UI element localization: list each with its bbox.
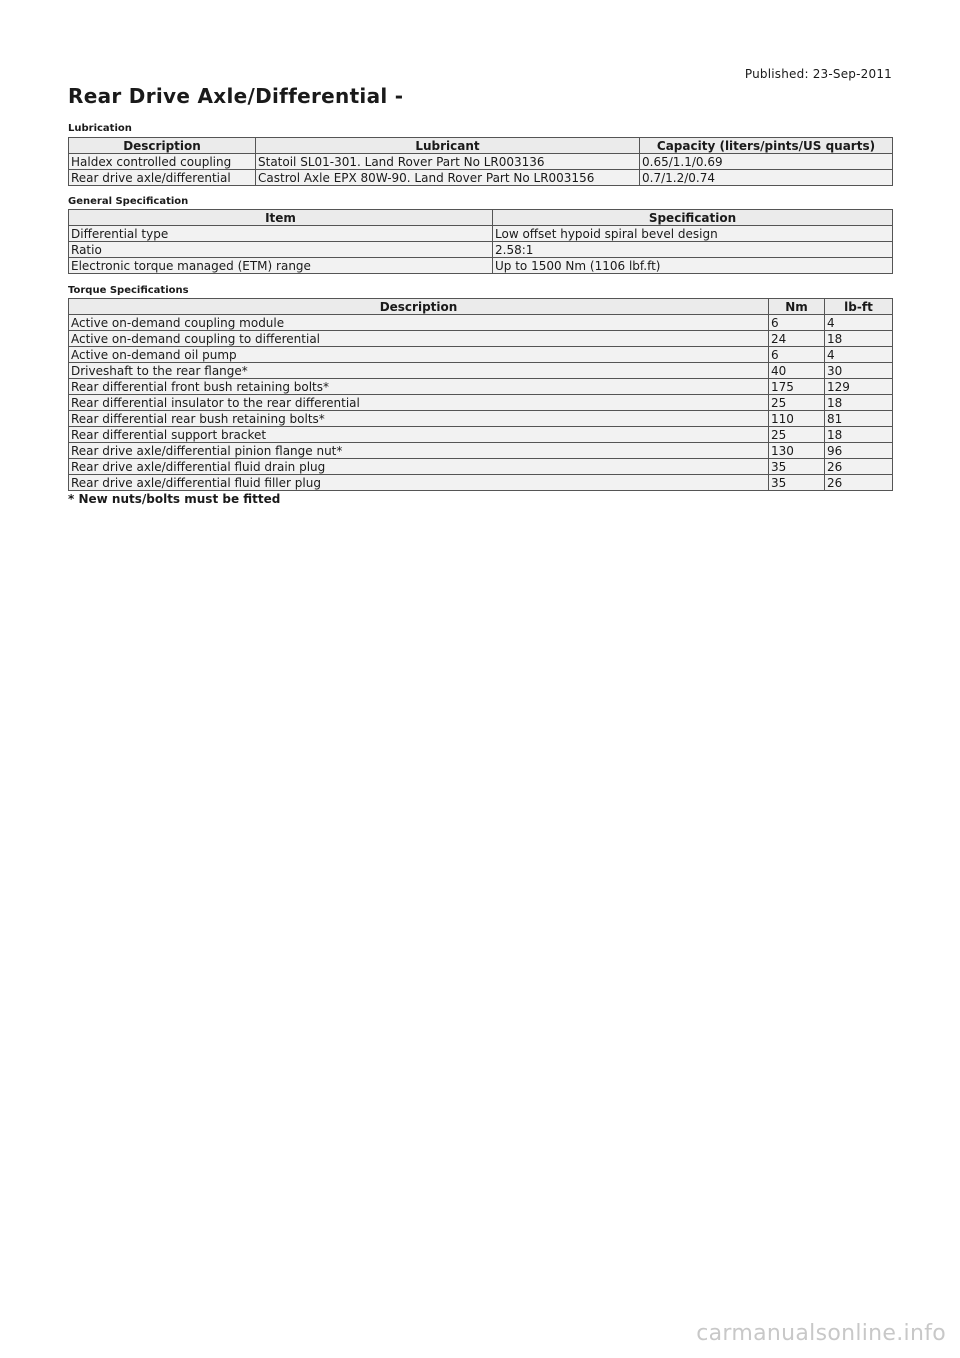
- table-cell: 26: [825, 459, 893, 475]
- table-row: [69, 475, 893, 491]
- table-cell: 96: [825, 443, 893, 459]
- table-row: [69, 315, 893, 331]
- table-row: [69, 154, 893, 170]
- table-row: [69, 427, 893, 443]
- lubrication-body: [69, 154, 893, 186]
- table-cell: 6: [769, 315, 825, 331]
- table-cell: Differential type: [69, 226, 493, 242]
- table-cell: Rear differential support bracket: [69, 427, 769, 443]
- table-cell: 129: [825, 379, 893, 395]
- table-cell: Ratio: [69, 242, 493, 258]
- table-cell: 40: [769, 363, 825, 379]
- lubrication-header-row: [69, 138, 893, 154]
- table-cell: Haldex controlled coupling: [69, 154, 256, 170]
- table-cell: Active on-demand coupling module: [69, 315, 769, 331]
- table-row: [69, 242, 893, 258]
- table-cell: 18: [825, 331, 893, 347]
- column-header: Capacity (liters/pints/US quarts): [640, 138, 893, 154]
- table-cell: 81: [825, 411, 893, 427]
- table-row: [69, 226, 893, 242]
- watermark: carmanualsonline.info: [696, 1321, 946, 1346]
- table-cell: 0.65/1.1/0.69: [640, 154, 893, 170]
- table-cell: Low offset hypoid spiral bevel design: [493, 226, 893, 242]
- table-cell: 0.7/1.2/0.74: [640, 170, 893, 186]
- lubrication-label: Lubrication: [68, 123, 132, 134]
- table-cell: 26: [825, 475, 893, 491]
- table-cell: Up to 1500 Nm (1106 lbf.ft): [493, 258, 893, 274]
- column-header: Nm: [769, 299, 825, 315]
- column-header: Description: [69, 138, 256, 154]
- table-cell: 25: [769, 427, 825, 443]
- table-cell: 110: [769, 411, 825, 427]
- table-cell: 30: [825, 363, 893, 379]
- table-cell: 25: [769, 395, 825, 411]
- table-cell: Rear differential insulator to the rear differential: [69, 395, 769, 411]
- table-cell: Castrol Axle EPX 80W-90. Land Rover Part No LR003156: [256, 170, 640, 186]
- general-spec-header-row: [69, 210, 893, 226]
- table-cell: Rear drive axle/differential: [69, 170, 256, 186]
- table-cell: 4: [825, 347, 893, 363]
- table-cell: 2.58:1: [493, 242, 893, 258]
- table-cell: Driveshaft to the rear flange*: [69, 363, 769, 379]
- table-cell: Electronic torque managed (ETM) range: [69, 258, 493, 274]
- table-cell: Active on-demand oil pump: [69, 347, 769, 363]
- table-cell: 35: [769, 459, 825, 475]
- torque-spec-table: [68, 298, 893, 491]
- table-row: [69, 347, 893, 363]
- table-cell: Statoil SL01-301. Land Rover Part No LR003136: [256, 154, 640, 170]
- table-cell: Rear differential rear bush retaining bolts*: [69, 411, 769, 427]
- table-cell: 130: [769, 443, 825, 459]
- lubrication-table: [68, 137, 893, 186]
- table-cell: 6: [769, 347, 825, 363]
- table-row: [69, 331, 893, 347]
- torque-spec-label: Torque Specifications: [68, 285, 189, 296]
- torque-spec-body: [69, 315, 893, 491]
- table-cell: 24: [769, 331, 825, 347]
- table-row: [69, 363, 893, 379]
- table-row: [69, 459, 893, 475]
- bolts-note: * New nuts/bolts must be fitted: [68, 492, 281, 506]
- table-cell: Rear differential front bush retaining bolts*: [69, 379, 769, 395]
- table-row: [69, 395, 893, 411]
- table-cell: Active on-demand coupling to differential: [69, 331, 769, 347]
- table-cell: 175: [769, 379, 825, 395]
- table-cell: Rear drive axle/differential pinion flange nut*: [69, 443, 769, 459]
- published-date: Published: 23-Sep-2011: [744, 67, 892, 81]
- column-header: lb-ft: [825, 299, 893, 315]
- general-spec-table: [68, 209, 893, 274]
- table-row: [69, 379, 893, 395]
- column-header: Description: [69, 299, 769, 315]
- column-header: Lubricant: [256, 138, 640, 154]
- page-title: Rear Drive Axle/Differential -: [68, 84, 404, 108]
- torque-spec-header-row: [69, 299, 893, 315]
- general-spec-body: [69, 226, 893, 274]
- table-cell: 35: [769, 475, 825, 491]
- table-cell: Rear drive axle/differential fluid drain plug: [69, 459, 769, 475]
- table-cell: Rear drive axle/differential fluid filler plug: [69, 475, 769, 491]
- general-spec-label: General Specification: [68, 196, 189, 207]
- table-row: [69, 443, 893, 459]
- table-row: [69, 258, 893, 274]
- table-row: [69, 411, 893, 427]
- table-row: [69, 170, 893, 186]
- table-cell: 18: [825, 427, 893, 443]
- table-cell: 18: [825, 395, 893, 411]
- column-header: Specification: [493, 210, 893, 226]
- table-cell: 4: [825, 315, 893, 331]
- column-header: Item: [69, 210, 493, 226]
